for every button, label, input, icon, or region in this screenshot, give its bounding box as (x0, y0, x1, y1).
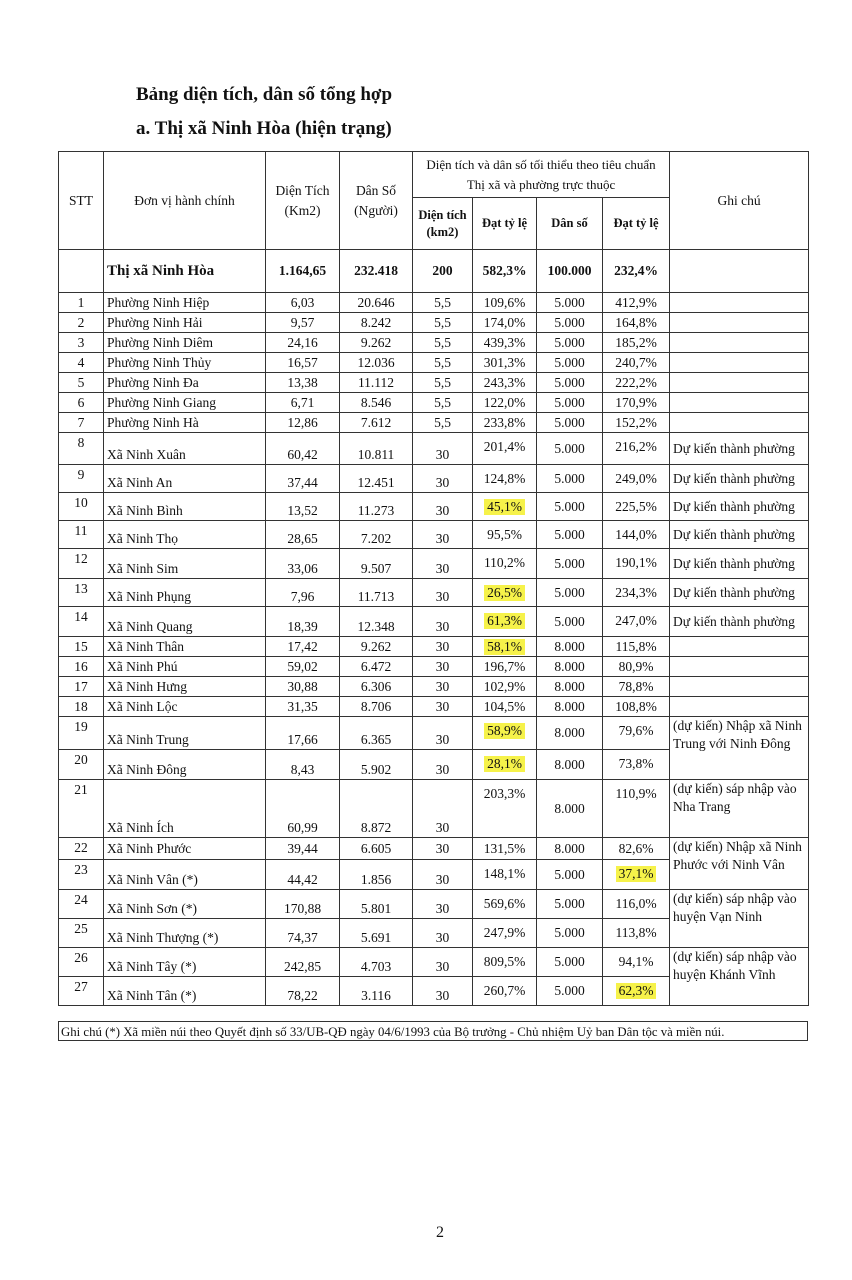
row-rate-population: 190,1% (603, 549, 670, 579)
total-population: 232.418 (340, 250, 413, 293)
row-note: Dự kiến thành phường (670, 433, 809, 465)
total-rate-area: 582,3% (473, 250, 537, 293)
row-unit-name: Xã Ninh Thượng (*) (104, 919, 266, 948)
row-criteria-population: 5.000 (537, 919, 603, 948)
row-area: 8,43 (266, 750, 340, 780)
row-population: 3.116 (340, 977, 413, 1006)
row-stt: 13 (59, 579, 104, 607)
row-rate-area: 124,8% (473, 465, 537, 493)
row-rate-population: 78,8% (603, 677, 670, 697)
row-unit-name: Xã Ninh An (104, 465, 266, 493)
row-unit-name: Xã Ninh Trung (104, 717, 266, 750)
row-rate-population: 115,8% (603, 637, 670, 657)
row-unit-name: Xã Ninh Phú (104, 657, 266, 677)
row-unit-name: Xã Ninh Hưng (104, 677, 266, 697)
table-row-total (59, 250, 809, 293)
row-criteria-population: 5.000 (537, 977, 603, 1006)
row-unit-name: Xã Ninh Quang (104, 607, 266, 637)
row-criteria-population: 5.000 (537, 373, 603, 393)
row-rate-population: 412,9% (603, 293, 670, 313)
header-rate-area: Đạt tỷ lệ (473, 198, 537, 250)
table-row (59, 890, 809, 919)
row-stt: 11 (59, 521, 104, 549)
row-population: 9.262 (340, 333, 413, 353)
table-row (59, 677, 809, 697)
row-criteria-population: 5.000 (537, 549, 603, 579)
row-area: 9,57 (266, 313, 340, 333)
row-criteria-area: 30 (413, 549, 473, 579)
table-subtitle: a. Thị xã Ninh Hòa (hiện trạng) (136, 118, 392, 139)
row-rate-area (473, 750, 537, 780)
row-criteria-population: 8.000 (537, 677, 603, 697)
row-population: 11.273 (340, 493, 413, 521)
row-criteria-area: 30 (413, 860, 473, 890)
row-rate-population: 108,8% (603, 697, 670, 717)
row-unit-name: Xã Ninh Sơn (*) (104, 890, 266, 919)
row-stt: 25 (59, 919, 104, 948)
row-rate-area: 809,5% (473, 948, 537, 977)
row-note (670, 413, 809, 433)
row-criteria-area: 30 (413, 717, 473, 750)
row-rate-area: 131,5% (473, 838, 537, 860)
row-rate-area (473, 637, 537, 657)
row-stt: 16 (59, 657, 104, 677)
row-criteria-population: 5.000 (537, 607, 603, 637)
row-rate-area: 122,0% (473, 393, 537, 413)
row-population: 12.348 (340, 607, 413, 637)
row-criteria-area: 30 (413, 493, 473, 521)
row-area: 59,02 (266, 657, 340, 677)
row-rate-area: 439,3% (473, 333, 537, 353)
row-area: 16,57 (266, 353, 340, 373)
row-rate-area (473, 579, 537, 607)
row-population: 8.706 (340, 697, 413, 717)
header-stt: STT (59, 152, 104, 250)
table-row (59, 333, 809, 353)
table-row (59, 948, 809, 977)
row-rate-population: 225,5% (603, 493, 670, 521)
row-area: 24,16 (266, 333, 340, 353)
row-criteria-population: 5.000 (537, 393, 603, 413)
row-rate-population: 152,2% (603, 413, 670, 433)
row-stt: 8 (59, 433, 104, 465)
row-unit-name: Phường Ninh Diêm (104, 333, 266, 353)
row-rate-area: 569,6% (473, 890, 537, 919)
row-criteria-area: 5,5 (413, 353, 473, 373)
row-unit-name: Phường Ninh Thủy (104, 353, 266, 373)
total-criteria-area: 200 (413, 250, 473, 293)
row-unit-name: Xã Ninh Ích (104, 780, 266, 838)
row-criteria-population: 5.000 (537, 860, 603, 890)
table-row (59, 780, 809, 838)
row-unit-name: Xã Ninh Phụng (104, 579, 266, 607)
total-note (670, 250, 809, 293)
row-unit-name: Phường Ninh Hà (104, 413, 266, 433)
table-row (59, 549, 809, 579)
row-unit-name: Xã Ninh Xuân (104, 433, 266, 465)
highlighted-value: 26,5% (484, 585, 525, 601)
row-rate-population: 73,8% (603, 750, 670, 780)
row-criteria-area: 30 (413, 838, 473, 860)
row-note: (dự kiến) Nhập xã Ninh Phước với Ninh Vân (670, 838, 809, 890)
row-population: 1.856 (340, 860, 413, 890)
row-population: 8.242 (340, 313, 413, 333)
row-criteria-population: 5.000 (537, 313, 603, 333)
row-population: 9.507 (340, 549, 413, 579)
table-row (59, 607, 809, 637)
highlighted-value: 58,1% (484, 639, 525, 655)
row-stt: 3 (59, 333, 104, 353)
highlighted-value: 62,3% (616, 983, 657, 999)
row-criteria-population: 8.000 (537, 697, 603, 717)
row-area: 60,42 (266, 433, 340, 465)
total-rate-population: 232,4% (603, 250, 670, 293)
row-criteria-population: 8.000 (537, 717, 603, 750)
row-stt: 12 (59, 549, 104, 579)
row-rate-area: 95,5% (473, 521, 537, 549)
row-rate-population: 80,9% (603, 657, 670, 677)
row-area: 12,86 (266, 413, 340, 433)
row-area: 28,65 (266, 521, 340, 549)
row-population: 11.112 (340, 373, 413, 393)
row-area: 44,42 (266, 860, 340, 890)
row-criteria-area: 30 (413, 780, 473, 838)
header-rate-population: Đạt tỷ lệ (603, 198, 670, 250)
row-rate-area: 260,7% (473, 977, 537, 1006)
row-area: 170,88 (266, 890, 340, 919)
table-row (59, 493, 809, 521)
row-stt: 4 (59, 353, 104, 373)
row-stt: 5 (59, 373, 104, 393)
row-criteria-population: 5.000 (537, 433, 603, 465)
row-area: 6,71 (266, 393, 340, 413)
row-note (670, 393, 809, 413)
row-rate-area: 243,3% (473, 373, 537, 393)
header-unit: Đơn vị hành chính (104, 152, 266, 250)
table-row (59, 657, 809, 677)
row-note: Dự kiến thành phường (670, 549, 809, 579)
row-rate-area (473, 493, 537, 521)
row-unit-name: Phường Ninh Hải (104, 313, 266, 333)
row-area: 78,22 (266, 977, 340, 1006)
row-rate-population: 216,2% (603, 433, 670, 465)
area-population-table (58, 151, 809, 1006)
row-population: 5.801 (340, 890, 413, 919)
row-rate-area: 301,3% (473, 353, 537, 373)
row-rate-population: 116,0% (603, 890, 670, 919)
row-stt: 14 (59, 607, 104, 637)
row-note (670, 657, 809, 677)
highlighted-value: 45,1% (484, 499, 525, 515)
row-rate-area: 104,5% (473, 697, 537, 717)
row-stt: 15 (59, 637, 104, 657)
row-population: 11.713 (340, 579, 413, 607)
row-criteria-area: 5,5 (413, 393, 473, 413)
row-rate-population: 240,7% (603, 353, 670, 373)
total-name: Thị xã Ninh Hòa (104, 250, 266, 293)
row-note: (dự kiến) sáp nhập vào Nha Trang (670, 780, 809, 838)
header-criteria-area: Diện tích (km2) (413, 198, 473, 250)
table-row (59, 717, 809, 750)
row-rate-population: 79,6% (603, 717, 670, 750)
row-area: 18,39 (266, 607, 340, 637)
row-rate-area (473, 607, 537, 637)
row-stt: 6 (59, 393, 104, 413)
header-criteria-population: Dân số (537, 198, 603, 250)
row-criteria-area: 30 (413, 977, 473, 1006)
row-criteria-population: 8.000 (537, 838, 603, 860)
row-criteria-area: 5,5 (413, 293, 473, 313)
row-unit-name: Phường Ninh Giang (104, 393, 266, 413)
total-criteria-population: 100.000 (537, 250, 603, 293)
row-note: Dự kiến thành phường (670, 579, 809, 607)
row-population: 12.451 (340, 465, 413, 493)
row-rate-population: 110,9% (603, 780, 670, 838)
row-stt: 24 (59, 890, 104, 919)
row-criteria-area: 30 (413, 657, 473, 677)
row-population: 20.646 (340, 293, 413, 313)
row-rate-area: 196,7% (473, 657, 537, 677)
row-criteria-area: 5,5 (413, 413, 473, 433)
header-criteria: Diện tích và dân số tối thiểu theo tiêu chuẩn Thị xã và phường trực thuộc (413, 152, 670, 198)
row-rate-population: 82,6% (603, 838, 670, 860)
row-criteria-population: 8.000 (537, 637, 603, 657)
row-population: 8.872 (340, 780, 413, 838)
row-unit-name: Xã Ninh Thân (104, 637, 266, 657)
row-criteria-population: 5.000 (537, 521, 603, 549)
total-stt (59, 250, 104, 293)
row-criteria-population: 5.000 (537, 948, 603, 977)
row-population: 7.202 (340, 521, 413, 549)
table-row (59, 697, 809, 717)
row-rate-population: 247,0% (603, 607, 670, 637)
row-criteria-population: 5.000 (537, 333, 603, 353)
row-criteria-area: 30 (413, 890, 473, 919)
table-row (59, 838, 809, 860)
row-population: 5.902 (340, 750, 413, 780)
row-area: 242,85 (266, 948, 340, 977)
row-stt: 19 (59, 717, 104, 750)
row-stt: 9 (59, 465, 104, 493)
row-rate-area: 174,0% (473, 313, 537, 333)
row-stt: 26 (59, 948, 104, 977)
table-row (59, 353, 809, 373)
row-criteria-population: 5.000 (537, 465, 603, 493)
row-criteria-population: 8.000 (537, 780, 603, 838)
row-note: Dự kiến thành phường (670, 465, 809, 493)
row-population: 12.036 (340, 353, 413, 373)
row-unit-name: Phường Ninh Hiệp (104, 293, 266, 313)
row-unit-name: Xã Ninh Bình (104, 493, 266, 521)
row-rate-area: 201,4% (473, 433, 537, 465)
row-rate-population: 234,3% (603, 579, 670, 607)
header-note: Ghi chú (670, 152, 809, 250)
row-criteria-area: 30 (413, 919, 473, 948)
row-note: Dự kiến thành phường (670, 493, 809, 521)
row-unit-name: Xã Ninh Tây (*) (104, 948, 266, 977)
row-area: 37,44 (266, 465, 340, 493)
row-rate-population: 164,8% (603, 313, 670, 333)
row-unit-name: Xã Ninh Thọ (104, 521, 266, 549)
row-note (670, 353, 809, 373)
footnote: Ghi chú (*) Xã miền núi theo Quyết định số 33/UB-QĐ ngày 04/6/1993 của Bộ trưởng - Chủ nhiệm Uỷ ban Dân tộc và miền núi. (58, 1021, 808, 1041)
row-population: 6.365 (340, 717, 413, 750)
table-row (59, 373, 809, 393)
row-stt: 27 (59, 977, 104, 1006)
table-row (59, 433, 809, 465)
row-rate-area: 109,6% (473, 293, 537, 313)
row-criteria-area: 30 (413, 607, 473, 637)
page-number: 2 (436, 1224, 444, 1241)
row-rate-area: 203,3% (473, 780, 537, 838)
row-stt: 23 (59, 860, 104, 890)
row-area: 13,38 (266, 373, 340, 393)
row-area: 30,88 (266, 677, 340, 697)
table-row (59, 393, 809, 413)
row-note (670, 697, 809, 717)
row-criteria-population: 5.000 (537, 890, 603, 919)
row-criteria-area: 30 (413, 677, 473, 697)
table-row (59, 465, 809, 493)
row-stt: 7 (59, 413, 104, 433)
row-rate-population: 222,2% (603, 373, 670, 393)
row-unit-name: Xã Ninh Đông (104, 750, 266, 780)
row-note: (dự kiến) sáp nhập vào huyện Khánh Vĩnh (670, 948, 809, 1006)
row-rate-population (603, 977, 670, 1006)
row-criteria-area: 5,5 (413, 313, 473, 333)
row-criteria-area: 30 (413, 948, 473, 977)
row-criteria-area: 5,5 (413, 373, 473, 393)
highlighted-value: 58,9% (484, 723, 525, 739)
row-criteria-population: 5.000 (537, 579, 603, 607)
row-note (670, 637, 809, 657)
row-unit-name: Xã Ninh Phước (104, 838, 266, 860)
row-population: 9.262 (340, 637, 413, 657)
row-criteria-population: 5.000 (537, 353, 603, 373)
row-note (670, 293, 809, 313)
table-row (59, 413, 809, 433)
row-criteria-area: 30 (413, 579, 473, 607)
row-note (670, 373, 809, 393)
row-criteria-area: 30 (413, 697, 473, 717)
row-criteria-area: 30 (413, 433, 473, 465)
row-rate-area: 102,9% (473, 677, 537, 697)
row-population: 6.605 (340, 838, 413, 860)
row-area: 7,96 (266, 579, 340, 607)
row-population: 8.546 (340, 393, 413, 413)
row-stt: 18 (59, 697, 104, 717)
row-rate-area: 247,9% (473, 919, 537, 948)
row-rate-population: 170,9% (603, 393, 670, 413)
table-row (59, 293, 809, 313)
row-rate-population: 144,0% (603, 521, 670, 549)
row-unit-name: Phường Ninh Đa (104, 373, 266, 393)
row-note: Dự kiến thành phường (670, 521, 809, 549)
table-row (59, 313, 809, 333)
row-criteria-population: 5.000 (537, 413, 603, 433)
highlighted-value: 61,3% (484, 613, 525, 629)
row-criteria-area: 30 (413, 465, 473, 493)
row-area: 13,52 (266, 493, 340, 521)
row-rate-area: 148,1% (473, 860, 537, 890)
row-criteria-population: 8.000 (537, 657, 603, 677)
row-stt: 2 (59, 313, 104, 333)
row-area: 31,35 (266, 697, 340, 717)
row-rate-population: 94,1% (603, 948, 670, 977)
row-area: 60,99 (266, 780, 340, 838)
row-population: 6.306 (340, 677, 413, 697)
row-population: 10.811 (340, 433, 413, 465)
row-rate-population: 185,2% (603, 333, 670, 353)
row-stt: 20 (59, 750, 104, 780)
row-stt: 22 (59, 838, 104, 860)
row-stt: 10 (59, 493, 104, 521)
table-row (59, 579, 809, 607)
table-row (59, 521, 809, 549)
row-population: 7.612 (340, 413, 413, 433)
row-stt: 21 (59, 780, 104, 838)
row-stt: 17 (59, 677, 104, 697)
row-note (670, 313, 809, 333)
row-area: 33,06 (266, 549, 340, 579)
row-criteria-area: 30 (413, 521, 473, 549)
header-area: Diện Tích (Km2) (266, 152, 340, 250)
row-note: (dự kiến) sáp nhập vào huyện Vạn Ninh (670, 890, 809, 948)
highlighted-value: 28,1% (484, 756, 525, 772)
row-rate-population: 113,8% (603, 919, 670, 948)
row-rate-population (603, 860, 670, 890)
row-criteria-population: 8.000 (537, 750, 603, 780)
row-rate-population: 249,0% (603, 465, 670, 493)
row-area: 39,44 (266, 838, 340, 860)
row-population: 6.472 (340, 657, 413, 677)
row-unit-name: Xã Ninh Tân (*) (104, 977, 266, 1006)
row-area: 6,03 (266, 293, 340, 313)
row-unit-name: Xã Ninh Lộc (104, 697, 266, 717)
row-criteria-population: 5.000 (537, 293, 603, 313)
row-population: 4.703 (340, 948, 413, 977)
row-area: 74,37 (266, 919, 340, 948)
row-area: 17,42 (266, 637, 340, 657)
header-population: Dân Số (Người) (340, 152, 413, 250)
row-area: 17,66 (266, 717, 340, 750)
total-area: 1.164,65 (266, 250, 340, 293)
table-row (59, 637, 809, 657)
row-unit-name: Xã Ninh Sim (104, 549, 266, 579)
table-title: Bảng diện tích, dân số tổng hợp (136, 84, 393, 105)
row-criteria-area: 5,5 (413, 333, 473, 353)
highlighted-value: 37,1% (616, 866, 657, 882)
row-rate-area (473, 717, 537, 750)
row-stt: 1 (59, 293, 104, 313)
row-rate-area: 110,2% (473, 549, 537, 579)
row-population: 5.691 (340, 919, 413, 948)
row-unit-name: Xã Ninh Vân (*) (104, 860, 266, 890)
row-criteria-population: 5.000 (537, 493, 603, 521)
row-criteria-area: 30 (413, 750, 473, 780)
row-note (670, 333, 809, 353)
table-rows (59, 293, 809, 1006)
row-note: Dự kiến thành phường (670, 607, 809, 637)
row-criteria-area: 30 (413, 637, 473, 657)
row-note: (dự kiến) Nhập xã Ninh Trung với Ninh Đông (670, 717, 809, 780)
row-rate-area: 233,8% (473, 413, 537, 433)
row-note (670, 677, 809, 697)
